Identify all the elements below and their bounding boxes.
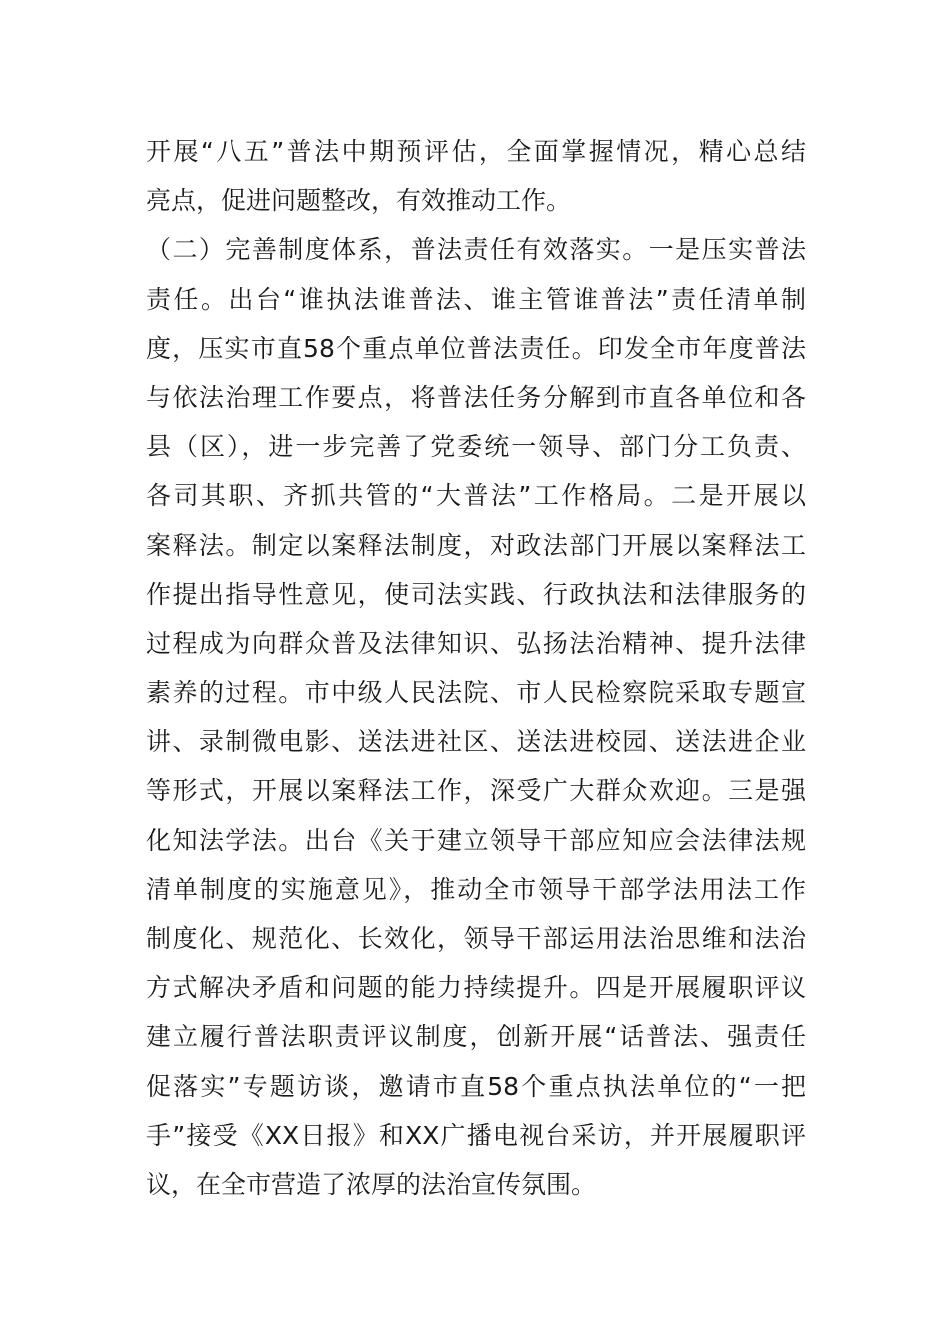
body-text bbox=[146, 127, 806, 1209]
text-line: 化知法学法。出台《关于建立领导干部应知应会法律法规 bbox=[146, 825, 806, 855]
text-line: 手”接受《XX日报》和XX广播电视台采访，并开展履职评 bbox=[146, 1120, 806, 1150]
text-line: 案释法。制定以案释法制度，对政法部门开展以案释法工 bbox=[146, 530, 806, 560]
text-line: 清单制度的实施意见》，推动全市领导干部学法用法工作 bbox=[146, 874, 806, 904]
text-line: 县（区），进一步完善了党委统一领导、部门分工负责、 bbox=[146, 432, 806, 462]
text-line: 等形式，开展以案释法工作，深受广大群众欢迎。三是强 bbox=[146, 776, 806, 806]
text-line: 建立履行普法职责评议制度，创新开展“话普法、强责任 bbox=[146, 1022, 806, 1052]
text-line: 亮点，促进问题整改，有效推动工作。 bbox=[146, 186, 572, 216]
text-line: 与依法治理工作要点，将普法任务分解到市直各单位和各 bbox=[146, 382, 806, 412]
text-line: 素养的过程。市中级人民法院、市人民检察院采取专题宣 bbox=[146, 678, 806, 708]
text-line: 促落实”专题访谈，邀请市直58个重点执法单位的“一把 bbox=[146, 1071, 806, 1101]
text-line: 制度化、规范化、长效化，领导干部运用法治思维和法治 bbox=[146, 924, 806, 953]
text-line: （二）完善制度体系，普法责任有效落实。一是压实普法 bbox=[146, 235, 806, 265]
text-line: 各司其职、齐抓共管的“大普法”工作格局。二是开展以 bbox=[146, 481, 806, 511]
text-line: 开展“八五”普法中期预评估，全面掌握情况，精心总结 bbox=[146, 137, 806, 166]
text-line: 讲、录制微电影、送法进社区、送法进校园、送法进企业 bbox=[146, 727, 806, 757]
text-line: 责任。出台“谁执法谁普法、谁主管谁普法”责任清单制 bbox=[146, 284, 806, 314]
text-line: 度，压实市直58个重点单位普法责任。印发全市年度普法 bbox=[146, 333, 806, 363]
text-line: 方式解决矛盾和问题的能力持续提升。四是开展履职评议 bbox=[146, 973, 806, 1003]
text-line: 议，在全市营造了浓厚的法治宣传氛围。 bbox=[146, 1169, 597, 1199]
text-line: 作提出指导性意见，使司法实践、行政执法和法律服务的 bbox=[146, 579, 806, 609]
text-line: 过程成为向群众普及法律知识、弘扬法治精神、提升法律 bbox=[146, 628, 806, 658]
